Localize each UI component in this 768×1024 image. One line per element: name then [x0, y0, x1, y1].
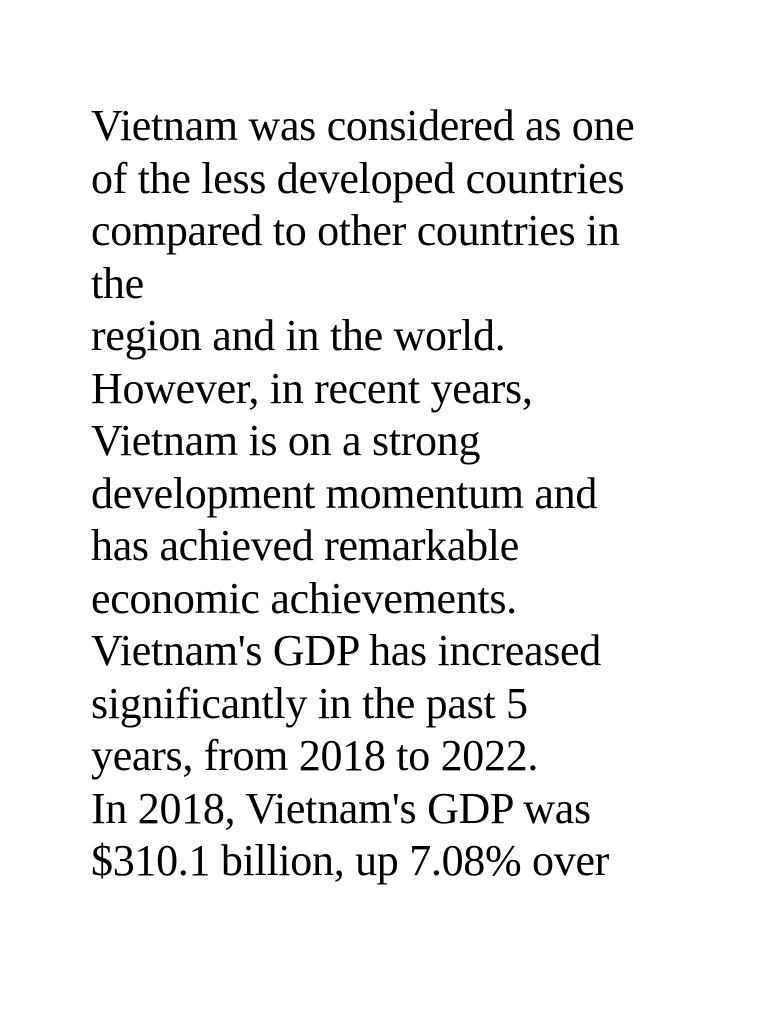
text-line-7: Vietnam is on a strong	[91, 416, 481, 465]
text-line-15: $310.1 billion, up 7.08% over	[91, 836, 610, 885]
text-line-1: Vietnam was considered as one	[91, 101, 635, 150]
text-line-13: years, from 2018 to 2022.	[91, 731, 539, 780]
body-text	[91, 100, 751, 888]
text-line-2: of the less developed countries	[91, 153, 625, 203]
text-line-5: region and in the world.	[91, 311, 506, 360]
text-line-8: development momentum and	[91, 468, 598, 518]
text-line-3: compared to other countries in	[91, 206, 620, 255]
text-line-4: the	[91, 258, 144, 308]
text-line-6: However, in recent years,	[91, 363, 533, 413]
text-line-10: economic achievements.	[91, 573, 517, 623]
text-line-14: In 2018, Vietnam's GDP was	[91, 783, 591, 833]
text-line-12: significantly in the past 5	[91, 678, 528, 728]
text-line-11: Vietnam's GDP has increased	[91, 626, 601, 675]
text-line-9: has achieved remarkable	[91, 521, 519, 570]
